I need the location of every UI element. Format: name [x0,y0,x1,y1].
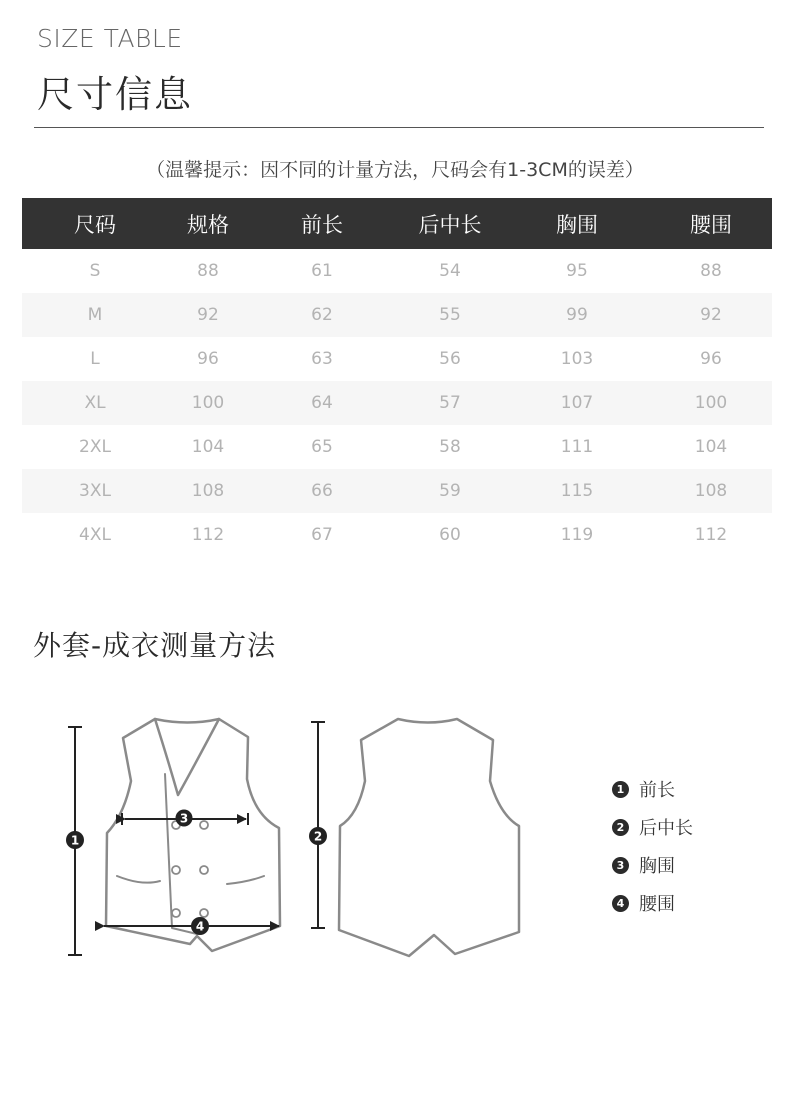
table-cell: 96 [197,349,219,369]
table-cell: 54 [439,261,461,281]
table-cell: 57 [396,381,504,425]
table-row [22,337,772,381]
table-cell: 65 [311,437,333,457]
legend-label: 腰围 [639,894,675,915]
table-cell: 96 [700,349,722,369]
size-table [22,198,772,557]
table-cell: 99 [504,293,650,337]
table-cell: 107 [504,381,650,425]
marker-4 [191,917,209,935]
marker-3-label: 3 [179,811,189,826]
marker-3 [176,810,193,827]
table-row [22,293,772,337]
column-header: 前长 [248,198,396,249]
column-header: 腰围 [650,198,772,249]
title-divider [34,127,764,128]
legend-number: 1 [612,781,629,798]
table-cell: 115 [504,469,650,513]
table-cell: 4XL [79,525,111,545]
page-title-cn: 尺寸信息 [37,73,193,116]
table-cell: 66 [248,469,396,513]
column-header: 尺码 [22,198,168,249]
vest-back-outline [339,719,519,956]
table-cell: 108 [650,469,772,513]
table-cell: 100 [168,381,248,425]
column-header: 规格 [168,198,248,249]
table-cell: 59 [396,469,504,513]
marker-4-label: 4 [195,919,205,934]
table-cell: 112 [694,525,728,545]
table-row [22,249,772,293]
table-cell: 67 [311,525,333,545]
table-cell: 62 [248,293,396,337]
table-cell: 55 [396,293,504,337]
table-cell: 61 [311,261,333,281]
legend-label: 前长 [639,780,675,801]
legend-number: 2 [612,819,629,836]
measurement-section-title: 外套-成衣测量方法 [33,629,277,662]
table-cell: 63 [311,349,333,369]
table-header-row [22,198,772,249]
measurement-notice: （温馨提示：因不同的计量方法，尺码会有1-3CM的误差） [146,159,644,181]
table-cell: M [22,293,168,337]
legend-item [612,884,693,922]
table-cell: 100 [650,381,772,425]
table-cell: 108 [168,469,248,513]
table-cell: 119 [560,525,594,545]
marker-1 [66,831,84,849]
legend-item [612,808,693,846]
table-cell: L [90,349,100,369]
table-row [22,381,772,425]
table-cell: 88 [197,261,219,281]
table-cell: 64 [248,381,396,425]
legend-item [612,770,693,808]
table-cell: XL [22,381,168,425]
table-cell: 104 [694,437,728,457]
legend-label: 胸围 [639,856,675,877]
table-cell: 60 [439,525,461,545]
vest-front-outline [106,719,280,951]
legend-item [612,846,693,884]
table-cell: 104 [191,437,225,457]
measurement-legend [612,770,693,922]
table-cell: 88 [700,261,722,281]
column-header: 胸围 [504,198,650,249]
legend-label: 后中长 [639,818,693,839]
table-row [22,469,772,513]
table-cell: 103 [560,349,594,369]
marker-1-label: 1 [70,833,80,848]
table-cell: 3XL [22,469,168,513]
legend-number: 4 [612,895,629,912]
table-cell: 2XL [79,437,111,457]
column-header: 后中长 [396,198,504,249]
table-cell: 111 [560,437,594,457]
table-cell: 56 [439,349,461,369]
table-row [22,425,772,469]
table-cell: S [89,261,101,281]
page-title-en: SIZE TABLE [37,24,183,53]
marker-2-label: 2 [313,829,323,844]
marker-2 [309,827,327,845]
table-cell: 92 [650,293,772,337]
table-cell: 95 [566,261,588,281]
legend-number: 3 [612,857,629,874]
table-cell: 58 [439,437,461,457]
table-cell: 92 [168,293,248,337]
table-row [22,513,772,557]
vest-buttons [172,821,208,917]
table-cell: 112 [191,525,225,545]
